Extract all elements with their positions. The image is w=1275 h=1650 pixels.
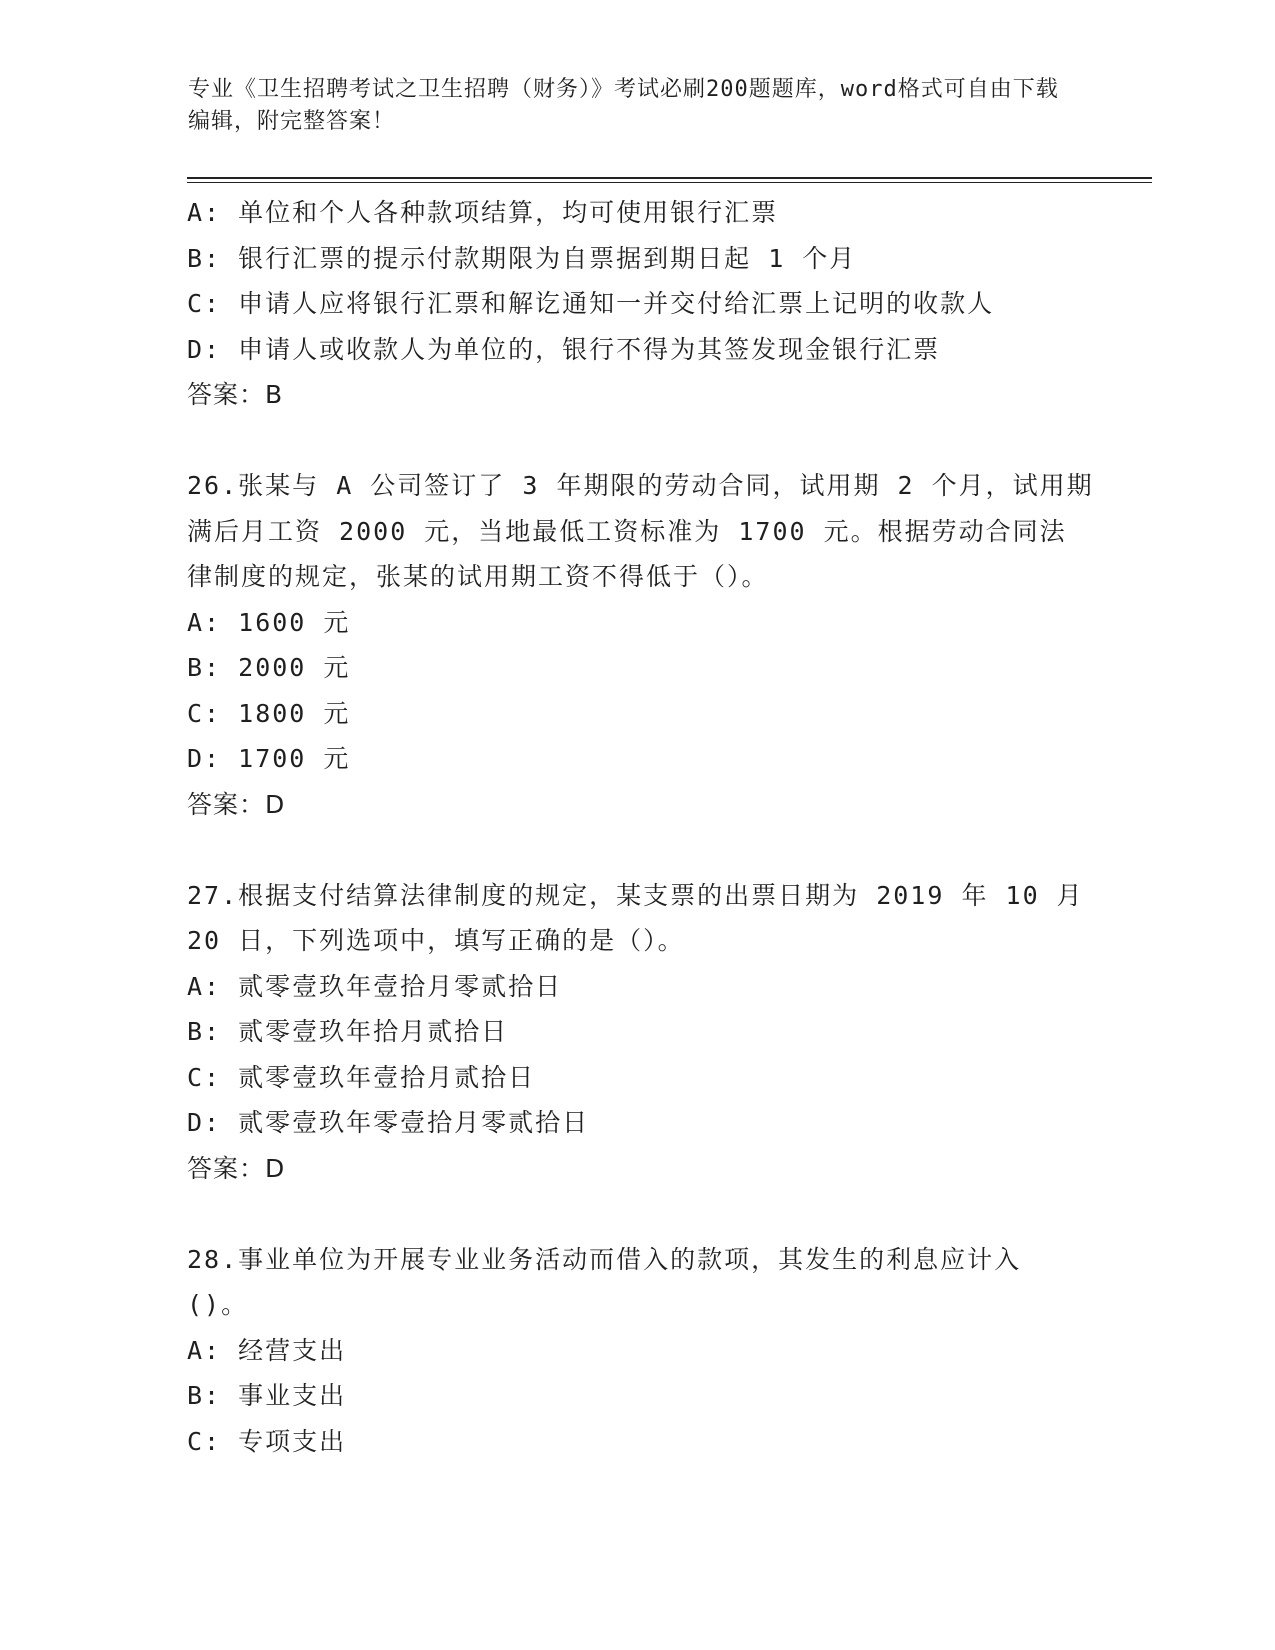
- question-27: [187, 873, 1087, 1192]
- option-a: A: 贰零壹玖年壹拾月零贰拾日: [187, 971, 563, 1001]
- spacer: [187, 418, 1087, 464]
- question-text-line: ()。: [187, 1290, 249, 1319]
- option-c: C: 申请人应将银行汇票和解讫通知一并交付给汇票上记明的收款人: [187, 289, 995, 318]
- question-content: [187, 190, 1094, 1464]
- answer-line: 答案：B: [187, 380, 284, 409]
- question-text-line: 满后月工资 2000 元，当地最低工资标准为 1700 元。根据劳动合同法: [187, 516, 1067, 546]
- question-text-line: 28.事业单位为开展专业业务活动而借入的款项，其发生的利息应计入: [187, 1244, 1022, 1274]
- option-d: D: 贰零壹玖年零壹拾月零贰拾日: [187, 1108, 590, 1137]
- header-divider-thin: [187, 182, 1152, 183]
- question-text-line: 律制度的规定，张某的试用期工资不得低于（）。: [187, 562, 769, 591]
- question-25-options: [187, 190, 1087, 418]
- document-header-title: 专业《卫生招聘考试之卫生招聘（财务）》考试必刷200题题库，word格式可自由下载编辑，附完整答案！: [188, 77, 1059, 134]
- option-b: B: 贰零壹玖年拾月贰拾日: [187, 1017, 509, 1046]
- spacer: [187, 827, 1087, 873]
- question-text-line: 27.根据支付结算法律制度的规定，某支票的出票日期为 2019 年 10 月: [187, 880, 1084, 910]
- spacer: [187, 1191, 1087, 1237]
- option-a: A: 经营支出: [187, 1335, 347, 1365]
- option-a: A: 单位和个人各种款项结算，均可使用银行汇票: [187, 198, 779, 227]
- option-b: B: 银行汇票的提示付款期限为自票据到期日起 1 个月: [187, 243, 857, 273]
- option-c: C: 专项支出: [187, 1426, 347, 1456]
- option-b: B: 事业支出: [187, 1381, 347, 1410]
- question-text-line: 26.张某与 A 公司签订了 3 年期限的劳动合同，试用期 2 个月，试用期: [187, 471, 1094, 500]
- question-text-line: 20 日，下列选项中，填写正确的是（）。: [187, 926, 685, 955]
- question-26: [187, 463, 1094, 827]
- answer-line: 答案：D: [187, 789, 286, 819]
- option-b: B: 2000 元: [187, 653, 351, 682]
- option-c: C: 贰零壹玖年壹拾月贰拾日: [187, 1062, 536, 1092]
- question-28: [187, 1237, 1087, 1465]
- answer-line: 答案：D: [187, 1153, 286, 1183]
- header-divider-thick: [187, 177, 1152, 179]
- option-d: D: 申请人或收款人为单位的，银行不得为其签发现金银行汇票: [187, 334, 941, 364]
- option-c: C: 1800 元: [187, 698, 351, 728]
- option-a: A: 1600 元: [187, 607, 351, 637]
- option-d: D: 1700 元: [187, 744, 351, 773]
